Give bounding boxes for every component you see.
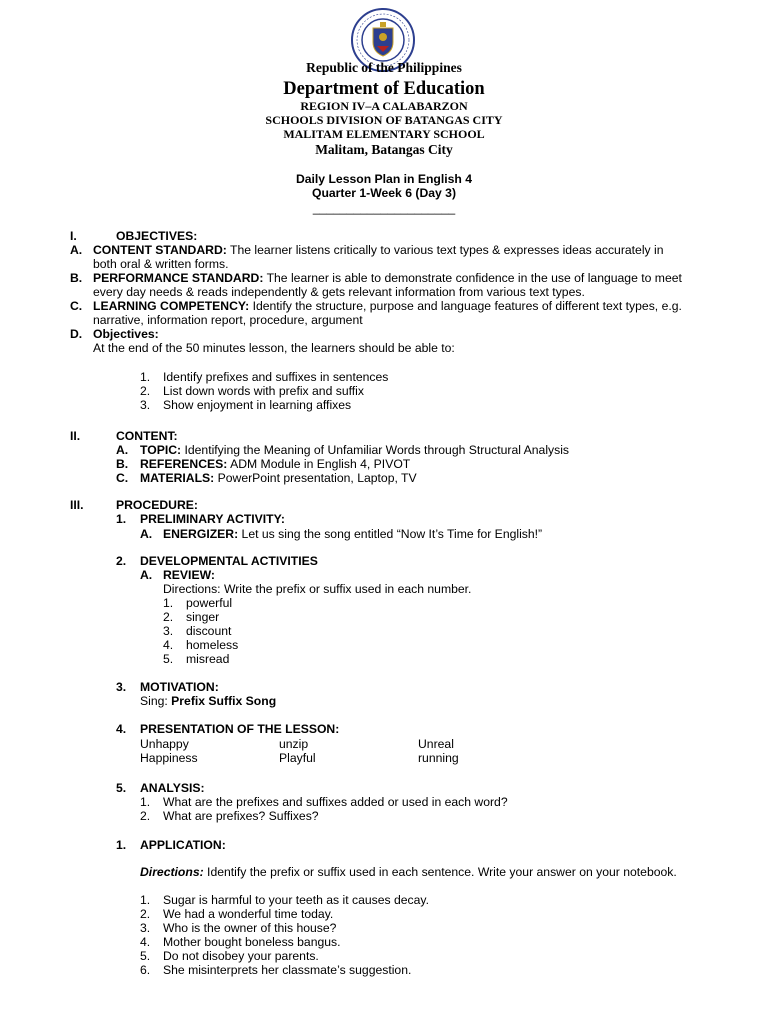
list-number: 1. [140,370,151,384]
learning-competency-label: LEARNING COMPETENCY: [93,299,250,313]
item-letter: A. [70,243,83,257]
references-label: REFERENCES: [140,457,228,471]
section-number: II. [70,429,81,443]
review-directions: Directions: Write the prefix or suffix used in each number. [163,582,472,596]
content-standard-label: CONTENT STANDARD: [93,243,227,257]
item-letter: B. [116,457,129,471]
materials-label: MATERIALS: [140,471,215,485]
performance-standard [93,271,682,285]
application-sentence: Do not disobey your parents. [163,949,319,963]
word-cell: Unhappy [140,737,189,751]
energizer-text: Let us sing the song entitled “Now It’s Time for English!” [238,527,543,541]
application-sentence: We had a wonderful time today. [163,907,334,921]
content-standard [93,243,664,257]
content-standard-text: The learner listens critically to various text types & expresses ideas accurately in [226,243,664,257]
republic-line: Republic of the Philippines [306,60,462,75]
location-line: Malitam, Batangas City [315,142,453,157]
topic-label: TOPIC: [140,443,182,457]
list-number: 3. [140,921,151,935]
list-number: 1. [140,795,151,809]
step-number: 1. [116,512,127,526]
section-heading: OBJECTIVES: [116,229,198,243]
title-underline: _____________________ [312,201,456,215]
objectives-intro: At the end of the 50 minutes lesson, the learners should be able to: [93,341,455,355]
item-letter: B. [70,271,83,285]
list-number: 2. [140,384,151,398]
review-label: REVIEW: [163,568,215,582]
application-sentence: Mother bought boneless bangus. [163,935,341,949]
item-letter: C. [70,299,83,313]
list-number: 2. [163,610,174,624]
energizer-label: ENERGIZER: [163,527,239,541]
developmental-activities-label: DEVELOPMENTAL ACTIVITIES [140,554,318,568]
energizer [163,527,542,541]
analysis-label: ANALYSIS: [140,781,205,795]
list-number: 5. [140,949,151,963]
list-item: Identify prefixes and suffixes in sentences [163,370,389,384]
application-sentence: She misinterprets her classmate’s suggestion. [163,963,412,977]
lesson-plan-title: Daily Lesson Plan in English 4 [295,172,473,186]
learning-competency [93,299,682,313]
section-heading: PROCEDURE: [116,498,198,512]
review-item: misread [186,652,230,666]
list-number: 1. [140,893,151,907]
list-number: 1. [163,596,174,610]
analysis-question: What are the prefixes and suffixes added or used in each word? [163,795,508,809]
analysis-question: What are prefixes? Suffixes? [163,809,319,823]
motivation-song [140,694,276,708]
application-sentence: Who is the owner of this house? [163,921,337,935]
list-number: 2. [140,809,151,823]
item-letter: A. [140,527,153,541]
list-number: 2. [140,907,151,921]
song-title: Prefix Suffix Song [171,694,277,708]
motivation-label: MOTIVATION: [140,680,219,694]
learning-competency-text: Identify the structure, purpose and language features of different text types, e.g. [249,299,682,313]
school-line: MALITAM ELEMENTARY SCHOOL [283,127,485,141]
item-letter: A. [116,443,129,457]
preliminary-activity-label: PRELIMINARY ACTIVITY: [140,512,285,526]
step-number: 2. [116,554,127,568]
region-line: REGION IV–A CALABARZON [300,99,468,113]
list-number: 4. [140,935,151,949]
learning-competency-cont: narrative, information report, procedure, argument [93,313,363,327]
application-directions [140,865,677,879]
section-heading: CONTENT: [116,429,178,443]
application-label: APPLICATION: [140,838,226,852]
step-number: 5. [116,781,127,795]
references-text: ADM Module in English 4, PIVOT [227,457,411,471]
performance-standard-text: The learner is able to demonstrate confidence in the use of language to meet [263,271,682,285]
presentation-label: PRESENTATION OF THE LESSON: [140,722,340,736]
performance-standard-cont: every day needs & reads independently & gets relevant information from various text types. [93,285,585,299]
review-item: powerful [186,596,233,610]
division-line: SCHOOLS DIVISION OF BATANGAS CITY [265,113,503,127]
item-letter: D. [70,327,83,341]
list-number: 3. [140,398,151,412]
list-number: 3. [163,624,174,638]
word-cell: Unreal [418,737,454,751]
content-standard-cont: both oral & written forms. [93,257,229,271]
step-number: 3. [116,680,127,694]
item-letter: A. [140,568,153,582]
list-number: 5. [163,652,174,666]
directions-text: Identify the prefix or suffix used in each sentence. Write your answer on your notebook. [203,865,677,879]
list-item: Show enjoyment in learning affixes [163,398,352,412]
sing-label: Sing: [140,694,172,708]
word-cell: Playful [279,751,316,765]
objectives-label: Objectives: [93,327,159,341]
application-sentence: Sugar is harmful to your teeth as it causes decay. [163,893,429,907]
references [140,457,410,471]
topic-text: Identifying the Meaning of Unfamiliar Words through Structural Analysis [181,443,570,457]
performance-standard-label: PERFORMANCE STANDARD: [93,271,264,285]
list-number: 6. [140,963,151,977]
step-number: 4. [116,722,127,736]
review-item: discount [186,624,232,638]
step-number: 1. [116,838,127,852]
materials-text: PowerPoint presentation, Laptop, TV [214,471,417,485]
item-letter: C. [116,471,129,485]
word-cell: running [418,751,459,765]
quarter-line: Quarter 1-Week 6 (Day 3) [311,186,457,200]
word-cell: Happiness [140,751,198,765]
department-title: Department of Education [283,79,485,99]
list-number: 4. [163,638,174,652]
list-item: List down words with prefix and suffix [163,384,364,398]
review-item: homeless [186,638,239,652]
materials [140,471,417,485]
section-number: I. [70,229,77,243]
directions-label: Directions: [140,865,204,879]
word-cell: unzip [279,737,309,751]
review-item: singer [186,610,220,624]
section-number: III. [70,498,84,512]
topic [140,443,569,457]
